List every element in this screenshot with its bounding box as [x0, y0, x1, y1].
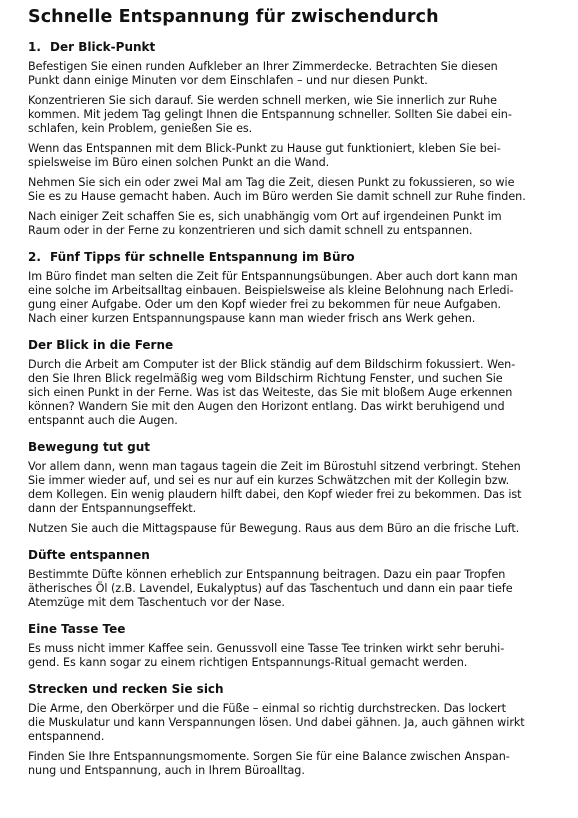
section-heading-text: Der Blick-Punkt — [50, 40, 156, 54]
text-line: Befestigen Sie einen runden Aufkleber an Ihrer Zimmerdecke. Betrachten Sie diesen — [28, 60, 498, 73]
text-line: gung einer Aufgabe. Oder um den Kopf wieder frei zu bekommen für neue Aufgaben. — [28, 298, 502, 311]
paragraph — [28, 750, 556, 778]
text-line: entspannt auch die Augen. — [28, 414, 178, 427]
paragraph — [28, 642, 556, 670]
paragraph — [28, 60, 556, 88]
tip-heading: Düfte entspannen — [28, 548, 150, 562]
section-heading — [28, 250, 556, 265]
text-line: gend. Es kann sogar zu einem richtigen Entspannungs-Ritual gemacht werden. — [28, 656, 468, 669]
section-number: 1. — [28, 40, 41, 54]
text-line: ätherisches Öl (z.B. Lavendel, Eukalyptus) auf das Taschentuch und dann ein paar tiefe — [28, 582, 513, 595]
paragraph — [28, 522, 556, 536]
text-line: Nach einer kurzen Entspannungspause kann man wieder frisch ans Werk gehen. — [28, 312, 476, 325]
text-line: Im Büro findet man selten die Zeit für Entspannungsübungen. Aber auch dort kann man — [28, 270, 518, 283]
paragraph — [28, 176, 556, 204]
tip-heading: Bewegung tut gut — [28, 440, 151, 454]
section-heading-text: Fünf Tipps für schnelle Entspannung im Büro — [50, 250, 355, 264]
section-heading — [28, 40, 556, 55]
text-line: Raum oder in der Ferne zu konzentrieren und sich damit schnell zu entspannen. — [28, 224, 473, 237]
text-line: Vor allem dann, wenn man tagaus tagein die Zeit im Bürostuhl sitzend verbringt. Stehen — [28, 460, 521, 473]
text-line: eine solche im Arbeitsalltag einbauen. Beispielsweise als kleine Belohnung nach Erledi- — [28, 284, 514, 297]
document-body — [28, 40, 556, 778]
paragraph — [28, 94, 556, 136]
document-title: Schnelle Entspannung für zwischendurch — [28, 7, 439, 27]
text-line: den Sie Ihren Blick regelmäßig weg vom Bildschirm Richtung Fenster, und suchen Sie — [28, 372, 503, 385]
paragraph — [28, 702, 556, 744]
text-line: können? Wandern Sie mit den Augen den Horizont entlang. Das wirkt beruhigend und — [28, 400, 505, 413]
text-line: Durch die Arbeit am Computer ist der Blick ständig auf dem Bildschirm fokussiert. Wen- — [28, 358, 516, 371]
text-line: dann der Entspannungseffekt. — [28, 502, 197, 515]
text-line: spielsweise im Büro einen solchen Punkt an die Wand. — [28, 156, 330, 169]
text-line: kommen. Mit jedem Tag gelingt Ihnen die Entspannung schneller. Sollten Sie dabei ein- — [28, 108, 512, 121]
paragraph — [28, 210, 556, 238]
text-line: Finden Sie Ihre Entspannungsmomente. Sorgen Sie für eine Balance zwischen Anspan- — [28, 750, 510, 763]
text-line: Nutzen Sie auch die Mittagspause für Bewegung. Raus aus dem Büro an die frische Luft. — [28, 522, 520, 535]
tip-heading: Strecken und recken Sie sich — [28, 682, 224, 696]
text-line: Sie immer wieder auf, und sei es nur auf ein kurzes Schwätzchen mit der Kollegin bzw. — [28, 474, 510, 487]
text-line: schlafen, kein Problem, genießen Sie es. — [28, 122, 253, 135]
text-line: Sie es zu Hause gemacht haben. Auch im Büro werden Sie damit schnell zur Ruhe finden. — [28, 190, 526, 203]
text-line: dem Kollegen. Ein wenig plaudern hilft dabei, den Kopf wieder frei zu bekommen. Das ist — [28, 488, 522, 501]
tip-heading: Eine Tasse Tee — [28, 622, 126, 636]
text-line: Es muss nicht immer Kaffee sein. Genussvoll eine Tasse Tee trinken wirkt sehr beruhi- — [28, 642, 505, 655]
text-line: Nehmen Sie sich ein oder zwei Mal am Tag die Zeit, diesen Punkt zu fokussieren, so wie — [28, 176, 515, 189]
text-line: Die Arme, den Oberkörper und die Füße – einmal so richtig durchstrecken. Das lockert — [28, 702, 506, 715]
section-number: 2. — [28, 250, 41, 264]
text-line: Konzentrieren Sie sich darauf. Sie werden schnell merken, wie Sie innerlich zur Ruhe — [28, 94, 498, 107]
text-line: Nach einiger Zeit schaffen Sie es, sich unabhängig vom Ort auf irgendeinen Punkt im — [28, 210, 502, 223]
text-line: Wenn das Entspannen mit dem Blick-Punkt zu Hause gut funktioniert, kleben Sie bei- — [28, 142, 501, 155]
paragraph — [28, 270, 556, 326]
text-line: Bestimmte Düfte können erheblich zur Entspannung beitragen. Dazu ein paar Tropfen — [28, 568, 506, 581]
paragraph — [28, 568, 556, 610]
text-line: Punkt dann einige Minuten vor dem Einschlafen – und nur diesen Punkt. — [28, 74, 428, 87]
text-line: sich einen Punkt in der Ferne. Was ist das Weiteste, das Sie mit bloßem Auge erkennen — [28, 386, 513, 399]
paragraph — [28, 142, 556, 170]
document-page — [28, 6, 556, 784]
text-line: die Muskulatur und kann Verspannungen lösen. Und dabei gähnen. Ja, auch gähnen wirkt — [28, 716, 525, 729]
paragraph — [28, 358, 556, 428]
text-line: nung und Entspannung, auch in Ihrem Büroalltag. — [28, 764, 305, 777]
paragraph — [28, 460, 556, 516]
tip-heading: Der Blick in die Ferne — [28, 338, 174, 352]
text-line: entspannend. — [28, 730, 105, 743]
text-line: Atemzüge mit dem Taschentuch vor der Nase. — [28, 596, 285, 609]
